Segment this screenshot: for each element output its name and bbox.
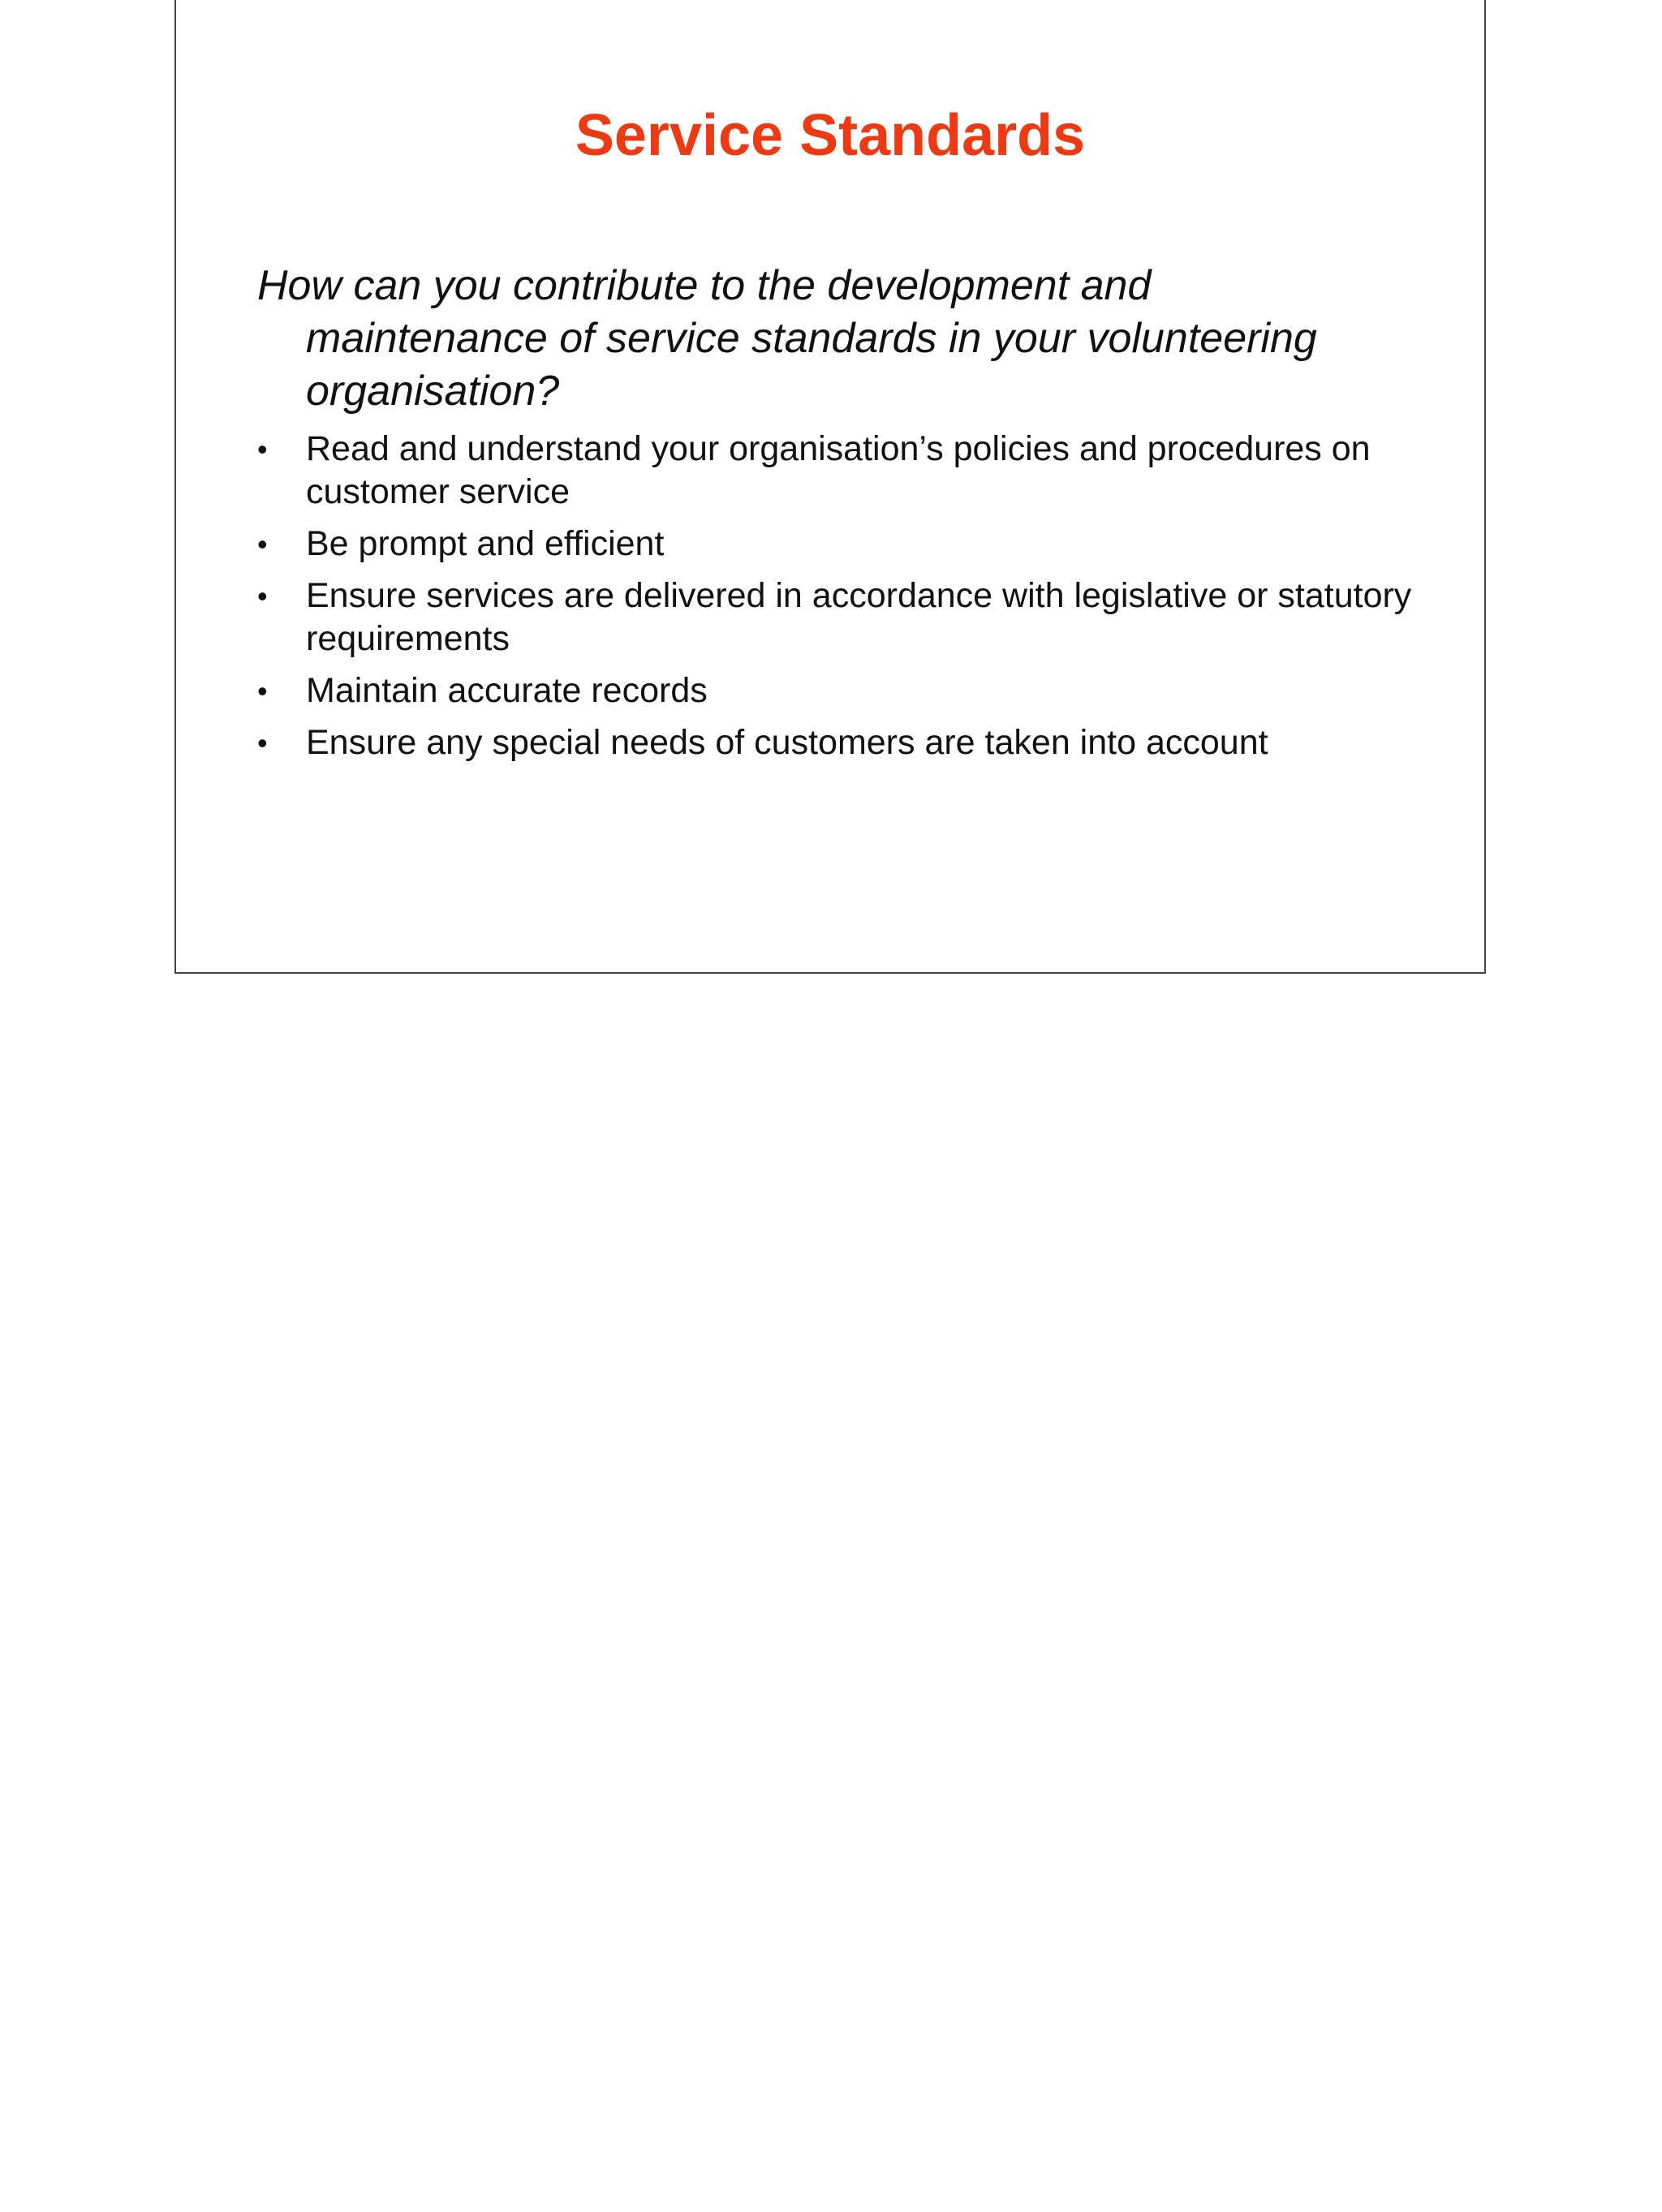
list-item-text: Ensure any special needs of customers are taken into account xyxy=(306,723,1268,762)
bullet-icon: • xyxy=(257,726,268,760)
slide-frame xyxy=(174,0,1486,974)
list-item-text: Be prompt and efficient xyxy=(306,524,665,563)
bullet-icon: • xyxy=(257,674,268,708)
list-item xyxy=(257,669,1426,712)
list-item xyxy=(257,721,1426,764)
list-item xyxy=(257,523,1426,566)
list-item xyxy=(257,575,1426,661)
bullet-icon: • xyxy=(257,527,268,561)
bullet-list xyxy=(257,428,1426,773)
list-item-text: Ensure services are delivered in accordance with legislative or statutory requirements xyxy=(306,576,1412,658)
list-item-text: Maintain accurate records xyxy=(306,671,708,710)
slide-question: How can you contribute to the development and maintenance of service standards in your volunteering organisation? xyxy=(257,262,1317,415)
list-item-text: Read and understand your organisation’s policies and procedures on customer service xyxy=(306,429,1371,511)
list-item xyxy=(257,428,1426,514)
bullet-icon: • xyxy=(257,579,268,613)
slide-title: Service Standards xyxy=(575,103,1086,168)
bullet-icon: • xyxy=(257,433,268,466)
